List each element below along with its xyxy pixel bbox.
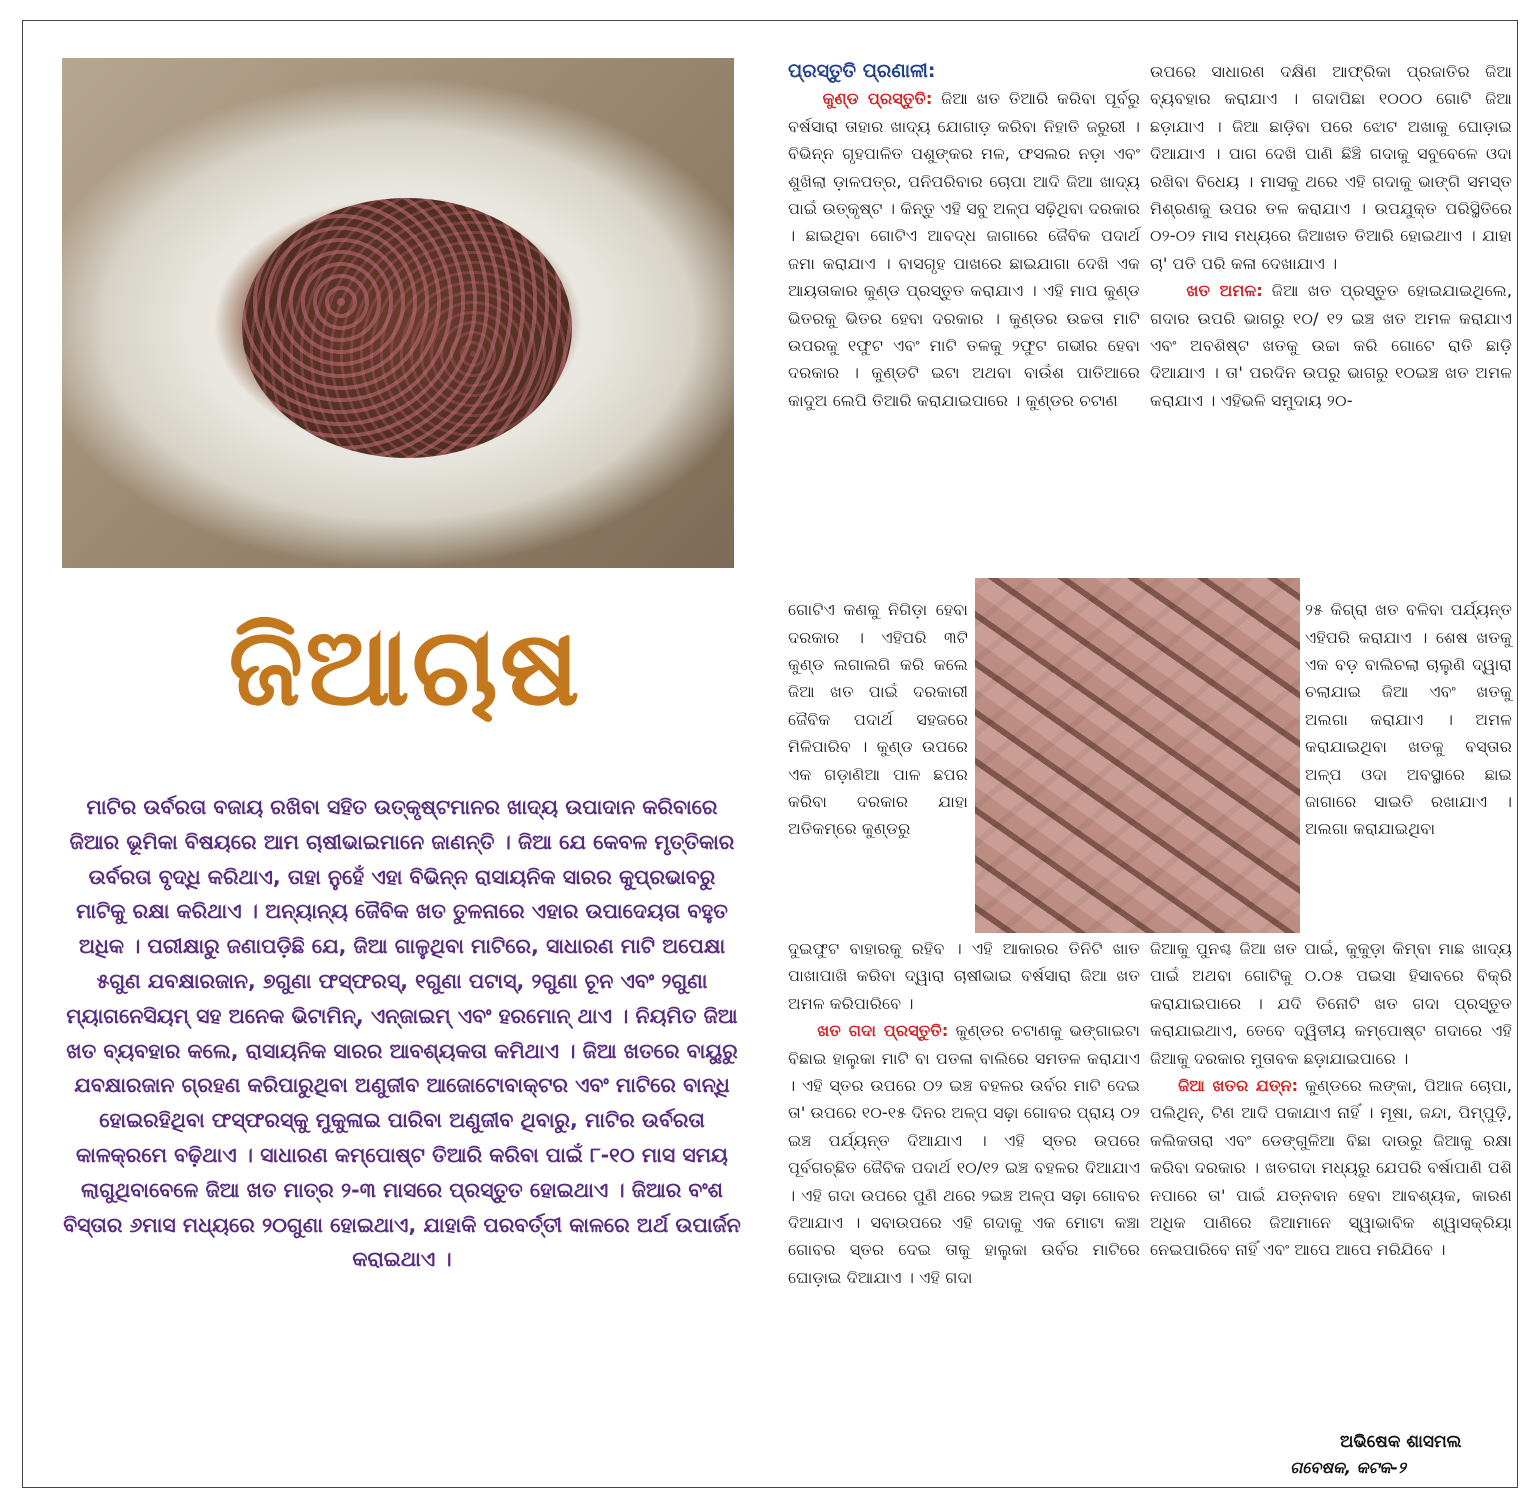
subhead-heap-prep: ଖତ ଗଦା ପ୍ରସ୍ତୁତି: xyxy=(817,1021,949,1041)
harvest-text-end: ଜିଆକୁ ପୁନଶ୍ଚ ଜିଆ ଖତ ପାଇଁ, କୁକୁଡ଼ା କିମ୍ବା ମାଛ ଖାଦ୍ୟ ପାଇଁ ଅଥବା ଗୋଟିକୁ ୦.୦୫ ପଇସା ହିସାବରେ ବିକ୍ରି କରାଯାଇପାରେ । ଯଦି ତିନୋଟି ଖତ ଗଦା ପ୍ରସ୍ତୁତ କରାଯାଇଥାଏ, ତେବେ ଦ୍ୱିତୀୟ କମ୍ପୋଷ୍ଟ ଗଦାରେ ଏହି ଜିଆକୁ ଦରକାର ମୁତାବକ ଛଡ଼ାଯାଇପାରେ । xyxy=(1150,939,1512,1068)
heap-prep-text: କୁଣ୍ଡର ଚଟାଣକୁ ଭଙ୍ଗାଇଟା ବିଛାଇ ହାଲୁକା ମାଟି ବା ପତଳା ବାଲିରେ ସମତଳ କରାଯାଏ । ଏହି ସ୍ତର ଉପରେ ୦୨ ଇଞ୍ଚ ବହଳର ଉର୍ବର ମାଟି ଦେଇ ତା' ଉପରେ ୧୦-୧୫ ଦିନର ଅଳ୍ପ ସଢ଼ା ଗୋବର ପ୍ରାୟ ୦୨ ଇଞ୍ଚ ପର୍ଯ୍ୟନ୍ତ ଦିଆଯାଏ । ଏହି ସ୍ତର ଉପରେ ପୂର୍ବଗଚ୍ଛିତ ଜୈବିକ ପଦାର୍ଥ ୧୦/୧୨ ଇଞ୍ଚ ବହଳର ଦିଆଯାଏ । ଏହି ଗଦା ଉପରେ ପୁଣି ଥରେ ୨ଇଞ୍ଚ ଅଳ୍ପ ସଢ଼ା ଗୋବର ଦିଆଯାଏ । ସବାଉପରେ ଏହି ଗଦାକୁ ଏକ ମୋଟା କଞ୍ଚା ଗୋବର ସ୍ତର ଦେଇ ତାକୁ ହାଲୁକା ଉର୍ବର ମାଟିରେ ଘୋଡ଼ାଇ ଦିଆଯାଏ । ଏହି ଗଦା xyxy=(788,1021,1140,1287)
pit-prep-text-end: ଦୁଇଫୁଟ ବାହାରକୁ ରହିବ । ଏହି ଆକାରର ତିନିଟି ଖାତ ପାଖାପାଖି କରିବା ଦ୍ୱାରା ଚାଷୀଭାଇ ବର୍ଷସାରା ଜିଆ ଖତ ଅମଳ କରିପାରିବେ । xyxy=(788,939,1140,1013)
harvest-text: ଜିଆ ଖତ ପ୍ରସ୍ତୁତ ହୋଇଯାଇଥିଲେ, ଗଦାର ଉପରି ଭାଗରୁ ୧୦/ ୧୨ ଇଞ୍ଚ ଖତ ଅମଳ କରାଯାଏ ଏବଂ ଅବଶିଷ୍ଟ ଖତକୁ ଉଚ୍ଚା କରି ଗୋଟେ ରାତି ଛାଡ଼ି ଦିଆଯାଏ । ତା' ପରଦିନ ଉପରୁ ଭାଗରୁ ୧୦ଇଞ୍ଚ ଖତ ଅମଳ କରାଯାଏ । ଏହିଭଳି ସମୁଦାୟ ୨୦- xyxy=(1150,281,1512,410)
heap-prep-text-cont: ଉପରେ ସାଧାରଣ ଦକ୍ଷିଣ ଆଫ୍ରିକା ପ୍ରଜାତିର ଜିଆ ବ୍ୟବହାର କରାଯାଏ । ଗଦାପିଛା ୧୦୦୦ ଗୋଟି ଜିଆ ଛଡ଼ାଯାଏ । ଜିଆ ଛାଡ଼ିବା ପରେ ଝୋଟ ଅଖାକୁ ଘୋଡ଼ାଇ ଦିଆଯାଏ । ପାଗ ଦେଖି ପାଣି ଛିଞ୍ଚି ଗଦାକୁ ସବୁବେଳେ ଓଦା ରଖିବା ବିଧେୟ । ମାସକୁ ଥରେ ଏହି ଗଦାକୁ ଭାଙ୍ଗି ସମସ୍ତ ମିଶ୍ରଣକୁ ଉପର ତଳ କରାଯାଏ । ଉପଯୁକ୍ତ ପରିସ୍ଥିତିରେ ୦୨-୦୨ ମାସ ମଧ୍ୟରେ ଜିଆଖତ ତିଆରି ହୋଇଥାଏ । ଯାହା ଚା' ପତି ପରି କଳା ଦେଖାଯାଏ । xyxy=(1150,62,1512,273)
earthworms-closeup-photo xyxy=(975,578,1300,933)
author-affiliation: ଗବେଷକ, କଟକ-୨ xyxy=(1290,1458,1406,1477)
pit-prep-text: ଜିଆ ଖତ ତିଆରି କରିବା ପୂର୍ବରୁ ବର୍ଷସାରା ତାହାର ଖାଦ୍ୟ ଯୋଗାଡ଼ କରିବା ନିହାତି ଜରୁରୀ । ବିଭିନ୍ନ ଗୃହପାଳିତ ପଶୁଙ୍କର ମଳ, ଫସଲର ନଡ଼ା ଏବଂ ଶୁଖିଲା ଡ଼ାଳପତ୍ର, ପନିପରିବାର ଚୋପା ଆଦି ଜିଆ ଖାଦ୍ୟ ପାଇଁ ଉତ୍କୃଷ୍ଟ । କିନ୍ତୁ ଏହି ସବୁ ଅଳ୍ପ ସଢ଼ିଥିବା ଦରକାର । ଛାଇଥିବା ଗୋଟିଏ ଆବଦ୍ଧ ଜାଗାରେ ଜୈବିକ ପଦାର୍ଥ ଜମା କରାଯାଏ । ବାସଗୃହ ପାଖରେ ଛାଇଯାଗା ଦେଖି ଏକ ଆୟତାକାର କୁଣ୍ଡ ପ୍ରସ୍ତୁତ କରାଯାଏ । ଏହି ମାପ କୁଣ୍ଡ ଭିତରକୁ ଭିତର ହେବା ଦରକାର । କୁଣ୍ଡର ଉଚ୍ଚତା ମାଟି ଉପରକୁ ୧ଫୁଟ ଏବଂ ମାଟି ତଳକୁ ୨ଫୁଟ ଗଭୀର ହେବା ଦରକାର । କୁଣ୍ଡଟି ଇଟା ଅଥବା ବାଉଁଶ ପାତିଆରେ କାଦୁଅ ଲେପି ତିଆରି କରାଯାଇପାରେ । କୁଣ୍ଡର ଚଟାଣ xyxy=(788,89,1140,410)
pit-prep-text-cont: ଗୋଟିଏ କଣକୁ ନିଗିଡ଼ା ହେବା ଦରକାର । ଏହିପରି ୩ଟି କୁଣ୍ଡ ଲଗାଲଗି କରି କଲେ ଜିଆ ଖତ ପାଇଁ ଦରକାରୀ ଜୈବିକ ପଦାର୍ଥ ସହଜରେ ମିଳିପାରିବ । କୁଣ୍ଡ ଉପରେ ଏକ ଗଡ଼ାଣିଆ ପାଳ ଛପର କରିବା ଦରକାର ଯାହା ଅତିକମ୍‌ରେ କୁଣ୍ଡରୁ xyxy=(788,600,968,839)
column-2-bottom xyxy=(788,935,1140,1291)
subhead-harvest: ଖତ ଅମଳ: xyxy=(1186,281,1263,301)
section-heading: ପ୍ରସ୍ତୁତି ପ୍ରଣାଳୀ: xyxy=(788,60,936,82)
harvest-text-cont: ୨୫ କିଗ୍ରା ଖତ ବଳିବା ପର୍ଯ୍ୟନ୍ତ ଏହିପରି କରାଯାଏ । ଶେଷ ଖତକୁ ଏକ ବଡ଼ ବାଲିଚଲା ଚାଲୁଣି ଦ୍ୱାରା ଚଲାଯାଇ ଜିଆ ଏବଂ ଖତକୁ ଅଲଗା କରାଯାଏ । ଅମଳ କରାଯାଇଥିବା ଖତକୁ ବସ୍ତାର ଅଳ୍ପ ଓଦା ଅବସ୍ଥାରେ ଛାଇ ଜାଗାରେ ସାଇତି ରଖାଯାଏ । ଅଲଗା କରାଯାଇଥିବା xyxy=(1305,600,1512,839)
subhead-care: ଜିଆ ଖତର ଯତ୍ନ: xyxy=(1178,1076,1299,1096)
column-3-wrap xyxy=(1305,580,1512,859)
intro-paragraph: ମାଟିର ଉର୍ବରତା ବଜାୟ ରଖିବା ସହିତ ଉତ୍କୃଷ୍ଟମାନର ଖାଦ୍ୟ ଉପାଦାନ କରିବାରେ ଜିଆର ଭୂମିକା ବିଷୟରେ ଆମ ଚାଷୀଭାଇମାନେ ଜାଣନ୍ତି । ଜିଆ ଯେ କେବଳ ମୃତ୍ତିକାର ଉର୍ବରତା ବୃଦ୍ଧି କରିଥାଏ, ତାହା ନୁହେଁ ଏହା ବିଭିନ୍ନ ରାସାୟନିକ ସାରର କୁପ୍ରଭାବରୁ ମାଟିକୁ ରକ୍ଷା କରିଥାଏ । ଅନ୍ୟାନ୍ୟ ଜୈବିକ ଖତ ତୁଳନାରେ ଏହାର ଉପାଦେୟତା ବହୁତ ଅଧିକ । ପରୀକ୍ଷାରୁ ଜଣାପଡ଼ିଛି ଯେ, ଜିଆ ଗାଳୁଥିବା ମାଟିରେ, ସାଧାରଣ ମାଟି ଅପେକ୍ଷା ୫ଗୁଣ ଯବକ୍ଷାରଜାନ, ୭ଗୁଣା ଫସ୍ଫରସ୍, ୧ଗୁଣା ପଟାସ୍, ୨ଗୁଣା ଚୂନ ଏବଂ ୨ଗୁଣା ମ୍ୟାଗନେସିୟମ୍ ସହ ଅନେକ ଭିଟାମିନ୍, ଏନ୍‌ଜାଇମ୍ ଏବଂ ହରମୋନ୍ ଥାଏ । ନିୟମିତ ଜିଆ ଖତ ବ୍ୟବହାର କଲେ, ରାସାୟନିକ ସାରର ଆବଶ୍ୟକତା କମିଥାଏ । ଜିଆ ଖତରେ ବାୟୁରୁ ଯବକ୍ଷାରଜାନ ଗ୍ରହଣ କରିପାରୁଥିବା ଅଣୁଜୀବ ଆଜୋଟୋବାକ୍ଟର ଏବଂ ମାଟିରେ ବାନ୍ଧି ହୋଇରହିଥିବା ଫସ୍ଫରସ୍‌କୁ ମୁକୁଳାଇ ପାରିବା ଅଣୁଜୀବ ଥିବାରୁ, ମାଟିର ଉର୍ବରତା କାଳକ୍ରମେ ବଢ଼ିଥାଏ । ସାଧାରଣ କମ୍ପୋଷ୍ଟ ତିଆରି କରିବା ପାଇଁ ୮-୧୦ ମାସ ସମୟ ଲାଗୁଥିବାବେଳେ ଜିଆ ଖତ ମାତ୍ର ୨-୩ ମାସରେ ପ୍ରସ୍ତୁତ ହୋଇଥାଏ । ଜିଆର ବଂଶ ବିସ୍ତାର ୬ମାସ ମଧ୍ୟରେ ୨୦ଗୁଣା ହୋଇଥାଏ, ଯାହାକି ପରବର୍ତ୍ତୀ କାଳରେ ଅର୍ଥ ଉପାର୍ଜନ କରାଇଥାଏ । xyxy=(63,795,741,1272)
column-2-wrap xyxy=(788,580,968,859)
column-3-bottom xyxy=(1150,935,1512,1264)
article-title: ଜିଆଚାଷ xyxy=(228,605,582,730)
column-2-top xyxy=(788,58,1140,414)
worm-pile xyxy=(242,198,572,458)
earthworms-in-sack-photo xyxy=(62,58,734,568)
subhead-pit-prep: କୁଣ୍ଡ ପ୍ରସ୍ତୁତି: xyxy=(822,89,933,109)
column-3-top xyxy=(1150,58,1512,414)
author-name: ଅଭିଷେକ ଶାସମଲ xyxy=(1340,1432,1462,1452)
care-text: କୁଣ୍ଡରେ ଲଙ୍କା, ପିଆଜ ଚୋପା, ପଲିଥିନ୍, ଟିଣ ଆଦି ପକାଯାଏ ନାହିଁ । ମୂଷା, ଜନ୍ଦା, ପିମ୍ପୁଡ଼ି, କଲିକତାରା ଏବଂ ଡେଙ୍ଗୁଳିଆ ବିଛା ଦାଉରୁ ଜିଆକୁ ରକ୍ଷା କରିବା ଦରକାର । ଖତଗଦା ମଧ୍ୟରୁ ଯେପରି ବର୍ଷାପାଣି ପଶି ନପାରେ ତା' ପାଇଁ ଯତ୍ନବାନ ହେବା ଆବଶ୍ୟକ, କାରଣ ଅଧିକ ପାଣିରେ ଜିଆମାନେ ସ୍ୱାଭାବିକ ଶ୍ୱାସକ୍ରିୟା ନେଇପାରିବେ ନାହିଁ ଏବଂ ଆପେ ଆପେ ମରିଯିବେ । xyxy=(1150,1076,1512,1260)
